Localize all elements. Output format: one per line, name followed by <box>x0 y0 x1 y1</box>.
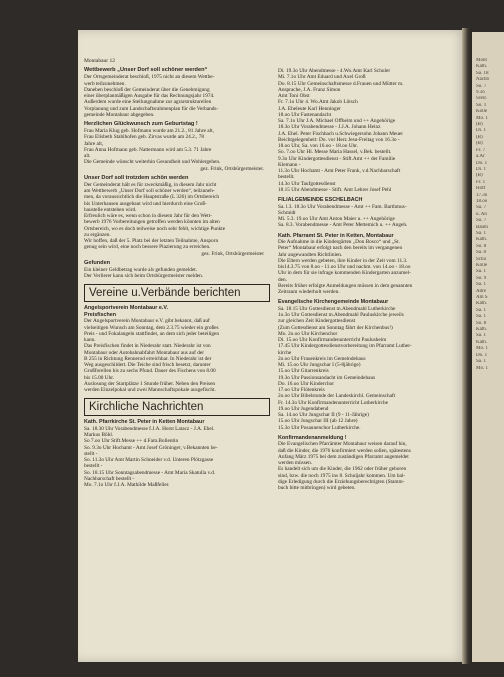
text-line: Do. 8.15 Uhr Gemeinschaftsmesse d.Frauen und Mütter m. <box>278 80 404 87</box>
text-line: J.A. Eheleute Karl Henninger <box>278 105 341 112</box>
text-line: Anfang März 1975 bei dem zuständigen Pfarramt angemeldet <box>278 453 409 460</box>
text-line: 18.3o Uhr Vorabendmesse - J.J.A. Johann Heinz <box>278 124 381 131</box>
text-line: 15.oo Uhr Jungschar III (ab 12 Jahre) <box>278 418 358 425</box>
adjacent-page-fragment: Mo. 1 <box>476 365 488 371</box>
adjacent-page-fragment: Fr. 7 <box>476 147 486 153</box>
adjacent-page-fragment: Mo. 1 <box>476 115 488 121</box>
text-line: Schmidt <box>278 209 296 216</box>
text-line: Wir hoffen, daß der 5. Platz bei der letzten Teilnahme, Ansporn <box>84 238 219 244</box>
text-line: Do. 16.oo Uhr Kinderchor <box>278 380 335 387</box>
section-heading: Wettbewerb „Unser Dorf soll schöner werden“ <box>84 67 208 74</box>
adjacent-page-fragment: Do. 1 <box>476 160 488 166</box>
adjacent-page-fragment: Kath. <box>476 327 487 333</box>
adjacent-page-fragment: (B) <box>476 122 483 128</box>
text-line: bis 15.00 Uhr. <box>84 374 115 381</box>
adjacent-page-fragment: Adre <box>476 288 486 294</box>
text-line: daß die Kinder, die 1976 konfirmiert werden sollen, spätestens <box>278 447 411 454</box>
text-line: So 7.oo Uhr Stift.Messe ++ d.Fam.Bollentin <box>84 438 179 445</box>
text-line: So. 18.15 Uhr Sonntagsabendmesse - Amt Maria Skatulla v.d. <box>84 469 216 476</box>
adjacent-page-fragment: Do. 1 <box>476 352 488 358</box>
section-heading: Gefunden <box>84 259 111 266</box>
text-line: Der Ortsgemeinderat beschloß, 1975 nicht an diesem Wettbe- <box>84 74 215 81</box>
text-line: Ansprache, J.A. Franz Simon <box>278 86 341 93</box>
text-line: 17.45 Uhr Kindergottesdienstvorbereitung im Pfarramt Luther- <box>278 343 412 350</box>
text-line: Weg ausgeschildert. Die Teiche sind frisch besetzt, darunter <box>84 362 211 368</box>
adjacent-page-fragment: Sa. 1 <box>476 359 486 365</box>
adjacent-page-fragment: Baum <box>476 224 488 230</box>
adjacent-page-fragment: Sa. 1 <box>476 333 486 339</box>
text-line: B 255 in Richtung Rennerod erreichbar. In Niederahr ist der <box>84 355 212 362</box>
adjacent-page-fragment: Schü <box>476 256 486 262</box>
boxed-section-title: Vereine u.Verbände berichten <box>84 284 270 302</box>
text-line: Die Eltern werden gebeten, ihre Kinder in der Zeit vom 11.3. <box>278 257 408 264</box>
text-line: Di. 19.3o Uhr Abendmesse - 4.Wo.Amt Karl Schuler <box>278 68 391 74</box>
text-line: J.A. Ehel. Peter Fischbach u.Schwiegersohn Johann Meuer <box>278 130 404 137</box>
page-number: Montabaur 12 <box>84 58 116 64</box>
text-line: einer überplanmäßigen Ausgabe für das Rechnungsjahr 1974. <box>84 93 215 99</box>
text-line: zu ergänzen. <box>84 231 111 238</box>
text-line: Vorplanung und zum Landschaftsrahmenplan für die Verbands- <box>84 105 219 112</box>
text-line: Bereits früher erfolgte Anmeldungen müssen in dem genannten <box>278 282 413 289</box>
signature-line: gez. Frink, Ortsbürgermeister <box>201 250 264 257</box>
adjacent-page-fragment: So. 8 <box>476 320 487 326</box>
text-line: Die Evangelischen Pfarrämter Montabaur weisen darauf hin, <box>278 441 407 448</box>
adjacent-page-fragment: Sa. 1 <box>476 269 486 275</box>
text-line: Ortsbereich, wo es doch teilweise noch sehr fehlt, wichtige Punkte <box>84 225 226 232</box>
adjacent-page-fragment: (B) <box>476 134 483 140</box>
adjacent-page-fragment: So. 1 <box>476 102 487 108</box>
text-line: 17.oo Uhr Flötenkreis <box>278 387 325 393</box>
text-line: 18.15 Uhr Abendmesse - Stift. Amt Lehrer Josef Pehl <box>278 186 392 193</box>
text-line: Die Gemeinde wünscht weiterhin Gesundheit und Wohlergehen. <box>84 159 221 166</box>
adjacent-page-fragment: Kath. <box>476 237 487 243</box>
text-line: 19.oo Uhr Jugendabend <box>278 405 329 412</box>
adjacent-page-fragment: u. An <box>476 211 487 217</box>
text-line: 18.oo Uhr Fastenandacht <box>278 111 332 118</box>
text-line: Nachbarschaft bestellt - <box>84 475 135 482</box>
text-line: Mi. 15.oo Uhr Jungschar I (5-8jährige) <box>278 362 361 368</box>
text-line: Auslosung der Startplätze 1 Stunde früher. Neben den Preisen <box>84 380 216 387</box>
text-line: Jahr angewandten Richtlinien. <box>278 251 343 258</box>
text-line: bis Unterhausen ausgebaut wird und hierdurch eine Groß- <box>84 200 207 207</box>
text-line: Montabaur oder Autobahnabfahrt Montabaur aus auf der <box>84 349 205 356</box>
text-line: Jahre alt, <box>84 140 104 147</box>
text-line: Beichtgelegenheit: Do. vor Herz Jesu-Freitag von 16.3o - <box>278 136 400 143</box>
text-line: 19.3o Uhr Passionsandacht im Gemeindehaus <box>278 374 376 381</box>
text-line: Daneben beschloß der Gemeinderat über die Genehmigung <box>84 86 210 93</box>
text-line: Großforellen bis zu sechs Pfund. Dauer des Fischens von 8.00 <box>84 368 216 375</box>
text-line: genug sein wird, eine noch bessere Plazierung zu erreichen. <box>84 244 211 251</box>
text-line: Sa. 18.15 Uhr Gottesdienst m.Abendmahl Lutherkirche <box>278 305 396 312</box>
boxed-section-title: Kirchliche Nachrichten <box>84 398 270 416</box>
text-line: werden müssen. <box>278 460 313 466</box>
text-line: Frau Maria Klug geb. Hofmann wurde am 21.2., 81 Jahre alt, <box>84 128 214 134</box>
text-line: zur gleichen Zeit Kindergottesdienst <box>278 318 356 325</box>
text-line: baustelle entstehen wird. <box>84 206 137 213</box>
adjacent-page-fragment: 9.3o <box>476 90 485 96</box>
text-line: dige Erledigung durch die Erziehungsberechtigten (Stamm- <box>278 478 405 485</box>
text-line: Fr. 7.1o Uhr 4. Wo.Amt Jakob Lötsch <box>278 99 358 106</box>
adjacent-page-fragment: (B) <box>476 141 483 147</box>
text-line: So. 7.oo Uhr Hl. Messe Maria Hassel, v.Bek. bestellt. <box>278 149 392 156</box>
adjacent-page-fragment: So. 7 <box>476 83 487 89</box>
text-line: am Wettbewerb „Unser Dorf soll schöner werden“, teilzuneh- <box>84 188 215 194</box>
text-line: Der Gemeinderat hält es für zweckmäßig, in diesem Jahr nicht <box>84 181 217 188</box>
adjacent-page-fragment: Fr. 1 <box>476 179 486 185</box>
text-line: Preis - und Fokalangeln stattfindet, an dem sich jeder beteiligen <box>84 330 220 337</box>
text-line: Sa. l.3. 18.3o Uhr Vorabendmesse - Amt ++ Fam. Barthmus- <box>278 203 407 210</box>
sub-heading: FILIALGEMEINDE ESCHELBACH <box>278 197 363 203</box>
adjacent-page-fragment: Sa. 1 <box>476 230 486 236</box>
text-line: Amt Toni Obst <box>278 93 310 99</box>
text-line: sind, bzw. die noch 1975 ins 8. Schuljahr kommen. Um bal- <box>278 472 406 479</box>
text-line: werb teilzunehmen. <box>84 80 126 87</box>
text-line: 11.3o Uhr Hochamt - Amt Peter Frank, v.d.Nachbarschaft <box>278 168 401 174</box>
adjacent-page-fragment: So. 8 <box>476 243 487 249</box>
text-line: Mi. 7.1o Uhr Amt Eduard und Axel Groß <box>278 74 366 81</box>
text-line: bestellt. <box>278 174 295 181</box>
text-line: Der Verlierer kann sich beim Ortsbürgermeister melden. <box>84 273 204 279</box>
adjacent-page-fragment: Mont <box>476 58 487 63</box>
adjacent-page-fragment: Sa. 1 <box>476 307 486 313</box>
adjacent-page-fragment: Mo. 1 <box>476 346 488 352</box>
sub-heading: Angelsportverein Montabaur e.V. <box>84 305 168 312</box>
text-line: So. 11.3o Uhr Amt Martin Schneider v.d. Unteren Plötzgasse <box>84 457 214 463</box>
left-column <box>84 58 270 488</box>
adjacent-page-fragment: Di. 1 <box>476 166 486 172</box>
text-line: bestellt - <box>84 463 103 470</box>
text-line: Das Preisfischen findet in Niederahr statt. Niederahr ist von <box>84 343 211 350</box>
text-line: gemeinde Montabaur abgegeben. <box>84 111 155 118</box>
text-line: Mo. 7.1o Uhr f.J.A. Mathilde Maßfeller. <box>84 482 170 488</box>
text-line: Erfreulich wäre es, wenn schon in diesem Jahr für den Wett- <box>84 213 212 219</box>
section-heading: Unser Dorf soll trotzdem schön werden <box>84 174 189 181</box>
text-line: 2o.oo Uhr Frauenkreis im Gemeindehaus <box>278 355 366 362</box>
text-line: werden Einzelpokal und zwei Mannschaftspokale ausgefischt. <box>84 387 216 393</box>
text-line: 15.oo Uhr Gitarrenkreis <box>278 368 329 375</box>
adjacent-page-fragment: Am S <box>476 295 488 301</box>
adjacent-page-fragment: So. 7 <box>476 218 487 224</box>
text-line: 15.3o Uhr Posaunenchor Lutherkirche. <box>278 424 361 431</box>
text-line: bis14.3.75 von 8.oo - 11.oo Uhr und nachm. von 14.oo - 18.oo <box>278 264 411 270</box>
text-line: 14.3o Uhr Taufgottesdienst <box>278 180 336 187</box>
adjacent-page-fragment: Kath. <box>476 339 487 345</box>
text-line: Fr. 14.3o Uhr Konfirmandenunterricht Lutherkirche <box>278 399 389 406</box>
text-line: Uhr in dem für sie infrage kommenden Kindergarten anzumel- <box>278 270 411 277</box>
text-line: Sa. 18.30 Uhr Vorabendmesse f.J.A. Horst Latacz - J.A. Ehel. <box>84 425 215 432</box>
adjacent-page-fragment: Kath. <box>476 64 487 70</box>
adjacent-page-fragment: Di. 1 <box>476 128 486 134</box>
text-line: So. 9.3o Uhr Hochamt - Amt Josef Gröninger, v.Bekannten be- <box>84 444 218 451</box>
signature-line: gez. Frink, Ortsbürgermeister. <box>200 165 264 172</box>
text-line: Frau Elisbeth Stahlhofen geb. Zirvas wurde am 24.2., 78 <box>84 134 205 141</box>
text-line: Ein kleiner Geldbetrag wurde als gefunden gemeldet. <box>84 266 198 273</box>
text-line: buch bitte mitbringen) wird gebeten. <box>278 485 356 491</box>
right-column <box>278 68 468 491</box>
text-line: 1o.3o Uhr Gottesdienst m.Abendmahl Pauluskirche jeweils <box>278 312 404 318</box>
sub-heading: Kath. Pfarrkirche St. Peter in Ketten Montabaur <box>84 419 205 426</box>
adjacent-page-fragment: 17.3o <box>476 192 488 198</box>
adjacent-page-fragment: Sa. 1 <box>476 282 486 288</box>
adjacent-page-fragment: Kath. <box>476 301 487 307</box>
text-line: 2o.oo Uhr Bibelstunde der Landeskirchl. Gemeinschaft <box>278 393 396 400</box>
sub-heading: Evangelische Kirchengemeinde Montabaur <box>278 299 389 306</box>
text-line: Sa. 7.1o Uhr J.A. Michael Offheim und ++ Angehörige <box>278 118 396 124</box>
sub-heading: Preisfischen <box>84 311 117 318</box>
text-line: alt. <box>84 153 91 159</box>
text-line: Mi. 5.3. 19.oo Uhr Amt Anton Maier u. ++ Angehörige <box>278 216 395 222</box>
text-line: Sa. 14.oo Uhr Jungschar II (9 - 11-Jährige) <box>278 412 369 418</box>
text-line: men, da voraussichtlich die Hauptstraße (L 326) im Ortsbereich <box>84 194 219 201</box>
adjacent-page-fragment: Sa. 1 <box>476 314 486 320</box>
adjacent-page-fragment: verst. <box>476 96 487 102</box>
adjacent-page-fragment: Sa. 7 <box>476 205 486 211</box>
text-line: Die Aufnahme in die Kindergärten „Don Bosco“ und „St. <box>278 239 400 245</box>
text-line: Peter“ Montabaur erfolgt nach den bereits im vergangenen <box>278 245 403 252</box>
text-line: 18.oo Uhr, Sa. von 16.oo - 18.oo Uhr. <box>278 143 358 149</box>
text-line: bewerb 1976 Vorbereitungen getroffen werden könnten im alten <box>84 219 220 226</box>
adjacent-page-fragment: Sa. 8 <box>476 250 486 256</box>
sub-heading: Konfirmandenanmeldung ! <box>278 434 347 441</box>
text-line: Außerdem wurde eine Stellungnahme zur agrarstrukturellen <box>84 99 212 106</box>
adjacent-page-edge <box>472 32 504 662</box>
text-line: Es handelt sich um die Kinder, die 1962 oder früher geboren <box>278 466 407 473</box>
text-line: stellt - <box>84 450 98 457</box>
text-line: Di. 15.oo Uhr Konfirmandenunterricht Paulusheim <box>278 337 387 343</box>
adjacent-page-fragment: Nachb <box>476 77 490 83</box>
text-line: (Zum Gottesdienst am Sonntag fährt der Kirchenbus!) <box>278 324 393 331</box>
adjacent-page-fragment: 18.oo <box>476 198 488 204</box>
text-line: 9.3o Uhr Kindergottesdienst - Stift.Amt ++ der Familie <box>278 155 396 162</box>
text-line: Frau Anna Hofmann geb. Nattermann wird am 5.3. 71 Jahre <box>84 146 212 153</box>
adjacent-page-fragment: (B) <box>476 173 483 179</box>
adjacent-page-fragment: So. 9 <box>476 275 487 281</box>
section-heading: Herzlichen Glückwunsch zum Geburtstag ! <box>84 121 198 127</box>
text-line: kirche <box>278 349 292 356</box>
text-line: Klemann - <box>278 161 301 168</box>
sub-heading: Kath. Pfarramt St. Peter in Ketten, Montabaur <box>278 232 394 239</box>
text-line: Zeitraum wiederholt werden. <box>278 289 340 295</box>
text-line: Mo. 2o.oo Uhr Kirchenchor <box>278 330 338 337</box>
text-line: vielseitigen Wunsch am Sonntag, dem 2.3.75 wieder ein großes <box>84 324 219 331</box>
text-line: Markus Böhl. <box>84 432 114 438</box>
text-line: Der Angelsportverein Montabaur e.V. gibt bekannt, daß auf <box>84 318 210 325</box>
text-line: Sa. 8.3. Vorabendmesse - Amt Peter Mettemich u. ++ Angeh. <box>278 222 408 229</box>
adjacent-page-fragment: Kölle <box>476 263 488 268</box>
text-line: kann. <box>84 337 96 343</box>
adjacent-page-fragment: Hoff <box>476 186 486 192</box>
text-line: den. <box>278 276 287 283</box>
adjacent-page-fragment: a.Ar <box>476 154 485 160</box>
adjacent-page-fragment: Kölle <box>476 109 488 115</box>
adjacent-page-fragment: Sa. 18 <box>476 70 489 76</box>
